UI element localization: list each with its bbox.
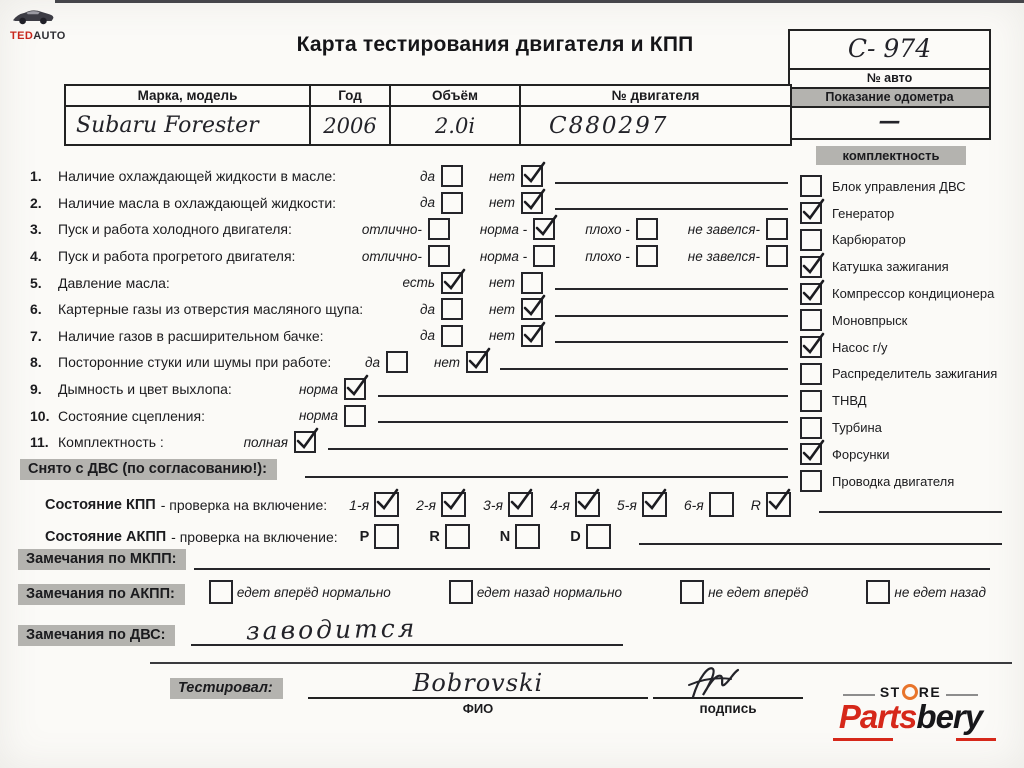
comment-line bbox=[639, 529, 1002, 545]
item-number: 8. bbox=[30, 354, 42, 371]
item-number: 7. bbox=[30, 327, 42, 344]
checkbox-empty bbox=[441, 165, 463, 187]
tedauto-wordmark: TEDAUTO bbox=[10, 30, 66, 42]
checkbox-option bbox=[489, 165, 543, 187]
completeness-item bbox=[800, 200, 1022, 227]
checkbox-checked bbox=[642, 492, 667, 517]
car-number-value: С- 974 bbox=[790, 31, 989, 70]
gear-label: 1-я bbox=[349, 496, 370, 513]
item-label: Картерные газы из отверстия масляного щупа: bbox=[58, 301, 364, 318]
option-label: не завелся- bbox=[687, 221, 760, 237]
checkbox-empty bbox=[428, 245, 450, 267]
odometer-value: — bbox=[878, 108, 901, 134]
checkbox-empty bbox=[800, 175, 822, 197]
item-options bbox=[299, 378, 366, 400]
completeness-label: Компрессор кондиционера bbox=[832, 286, 995, 302]
checkbox-option bbox=[420, 165, 463, 187]
checkbox-checked bbox=[521, 325, 543, 347]
gear-option bbox=[684, 492, 734, 517]
option-label: норма - bbox=[479, 248, 528, 264]
completeness-label: Блок управления ДВС bbox=[832, 178, 966, 194]
completeness-item bbox=[800, 280, 1022, 307]
item-number: 10. bbox=[30, 407, 50, 424]
kpp-gear-options bbox=[349, 492, 791, 517]
checkbox-empty bbox=[709, 492, 734, 517]
dvs-comment-line bbox=[191, 610, 623, 646]
gear-option bbox=[617, 492, 667, 517]
completeness-item bbox=[800, 307, 1022, 334]
checklist-row bbox=[30, 163, 788, 190]
akpp-note-option bbox=[680, 580, 808, 604]
option-label: отлично- bbox=[361, 221, 422, 237]
checkbox-option bbox=[420, 192, 463, 214]
gear-option bbox=[500, 524, 540, 549]
akpp-note-options bbox=[209, 579, 990, 605]
checkbox-option bbox=[489, 192, 543, 214]
item-label: Пуск и работа холодного двигателя: bbox=[58, 221, 292, 238]
note-option-label: не едет вперёд bbox=[708, 584, 809, 600]
akpp-check-row bbox=[45, 524, 1010, 549]
checkbox-checked bbox=[800, 336, 822, 358]
checkbox-empty bbox=[800, 470, 822, 492]
signature-caption: подпись bbox=[699, 701, 757, 716]
checkbox-empty bbox=[800, 229, 822, 251]
checkbox-option bbox=[688, 245, 788, 267]
option-label: нет bbox=[433, 354, 460, 370]
dvs-notes-row bbox=[18, 610, 990, 646]
checkbox-empty bbox=[449, 580, 473, 604]
checkbox-checked bbox=[521, 298, 543, 320]
checkbox-checked bbox=[575, 492, 600, 517]
akpp-label-rest: - проверка на включение: bbox=[171, 528, 338, 545]
gear-option bbox=[483, 492, 533, 517]
gear-label: R bbox=[750, 496, 761, 513]
scan-artifact-line bbox=[55, 0, 1024, 3]
completeness-label: Моновпрыск bbox=[832, 312, 908, 328]
item-options bbox=[362, 245, 788, 267]
option-label: отлично- bbox=[361, 248, 422, 264]
checkbox-checked bbox=[508, 492, 533, 517]
option-label: норма - bbox=[479, 221, 528, 237]
comment-line bbox=[305, 462, 788, 478]
tedauto-logo bbox=[10, 6, 90, 42]
car-number-label: № авто bbox=[790, 70, 989, 89]
comment-line bbox=[194, 552, 990, 570]
item-label: Наличие газов в расширительном бачке: bbox=[58, 327, 324, 344]
option-label: нет bbox=[488, 195, 515, 211]
checkbox-empty bbox=[386, 351, 408, 373]
option-label: да bbox=[364, 354, 380, 370]
odometer-label: Показание одометра bbox=[790, 89, 989, 108]
completeness-item bbox=[800, 227, 1022, 254]
checkbox-empty bbox=[533, 245, 555, 267]
completeness-item bbox=[800, 253, 1022, 280]
checkbox-checked bbox=[800, 283, 822, 305]
item-number: 5. bbox=[30, 274, 42, 291]
item-label: Наличие охлаждающей жидкости в масле: bbox=[58, 168, 337, 185]
checkbox-checked bbox=[521, 165, 543, 187]
item-options bbox=[244, 431, 316, 453]
checkbox-empty bbox=[521, 272, 543, 294]
gear-option bbox=[416, 492, 466, 517]
completeness-list bbox=[800, 173, 1022, 495]
option-label: нет bbox=[488, 275, 515, 291]
checkbox-empty bbox=[344, 405, 366, 427]
comment-line bbox=[555, 195, 788, 210]
checkbox-checked bbox=[533, 218, 555, 240]
gear-label: 2-я bbox=[416, 496, 437, 513]
checkbox-option bbox=[244, 431, 316, 453]
comment-line bbox=[500, 355, 788, 370]
checkbox-option bbox=[480, 218, 555, 240]
item-number: 4. bbox=[30, 248, 42, 265]
option-label: плохо - bbox=[585, 248, 630, 264]
vehicle-table-values bbox=[66, 107, 790, 144]
checklist-row bbox=[30, 216, 788, 243]
completeness-label: Проводка двигателя bbox=[832, 473, 955, 489]
gear-option bbox=[360, 524, 400, 549]
comment-line bbox=[378, 408, 788, 423]
option-label: полная bbox=[243, 434, 288, 450]
dvs-notes-label: Замечания по ДВС: bbox=[18, 625, 175, 646]
header-make-model: Марка, модель bbox=[66, 86, 311, 105]
checklist-row bbox=[30, 323, 788, 350]
akpp-notes-label: Замечания по АКПП: bbox=[18, 584, 185, 605]
completeness-item bbox=[800, 361, 1022, 388]
tester-name-handwritten: Bobrovski bbox=[412, 669, 544, 697]
checkbox-empty bbox=[441, 192, 463, 214]
checkbox-option bbox=[489, 298, 543, 320]
item-options bbox=[403, 272, 543, 294]
option-label: есть bbox=[402, 275, 435, 291]
comment-line bbox=[819, 497, 1002, 513]
value-year: 2006 bbox=[311, 107, 391, 144]
item-options bbox=[420, 192, 543, 214]
gear-label: 5-я bbox=[616, 496, 637, 513]
akpp-note-option bbox=[209, 580, 391, 604]
gear-option bbox=[429, 524, 469, 549]
option-label: да bbox=[419, 195, 435, 211]
note-option-label: едет вперёд нормально bbox=[236, 584, 391, 600]
completeness-label: Распределитель зажигания bbox=[832, 366, 998, 382]
checkbox-empty bbox=[428, 218, 450, 240]
checkbox-option bbox=[688, 218, 788, 240]
checkbox-empty bbox=[445, 524, 470, 549]
checkbox-empty bbox=[209, 580, 233, 604]
header-volume: Объём bbox=[391, 86, 521, 105]
checkbox-checked bbox=[441, 272, 463, 294]
kpp-label: Состояние КПП bbox=[45, 496, 156, 513]
checkbox-checked bbox=[374, 492, 399, 517]
mkpp-notes-row bbox=[18, 549, 990, 570]
gear-option bbox=[570, 524, 610, 549]
gear-label: N bbox=[499, 528, 511, 545]
logo-dash-right bbox=[946, 694, 978, 696]
gear-option bbox=[550, 492, 600, 517]
checkbox-empty bbox=[374, 524, 399, 549]
checkbox-option bbox=[434, 351, 488, 373]
checkbox-option bbox=[420, 298, 463, 320]
checkbox-option bbox=[489, 325, 543, 347]
option-label: норма bbox=[298, 381, 338, 397]
tested-by-label: Тестировал: bbox=[170, 678, 283, 699]
akpp-label: Состояние АКПП bbox=[45, 528, 167, 545]
checkbox-option bbox=[585, 218, 658, 240]
value-volume: 2.0i bbox=[391, 107, 521, 144]
checklist-row bbox=[30, 402, 788, 429]
gear-label: 3-я bbox=[483, 496, 503, 513]
comment-line bbox=[555, 302, 788, 317]
checkbox-checked bbox=[521, 192, 543, 214]
car-silhouette-icon bbox=[10, 14, 56, 31]
comment-line bbox=[555, 275, 788, 290]
engine-checklist bbox=[30, 163, 788, 456]
completeness-label: Насос г/у bbox=[832, 339, 888, 355]
kpp-check-row bbox=[45, 492, 1010, 517]
checkbox-option bbox=[362, 245, 450, 267]
option-label: не завелся- bbox=[687, 248, 760, 264]
checkbox-checked bbox=[466, 351, 488, 373]
gear-option bbox=[349, 492, 399, 517]
checkbox-empty bbox=[441, 325, 463, 347]
item-label: Дымность и цвет выхлопа: bbox=[58, 381, 232, 398]
checkbox-option bbox=[489, 272, 543, 294]
logo-dash-left bbox=[843, 694, 875, 696]
completeness-label: Карбюратор bbox=[832, 232, 906, 248]
kpp-label-rest: - проверка на включение: bbox=[160, 496, 328, 513]
completeness-label: Форсунки bbox=[832, 446, 890, 462]
checkbox-empty bbox=[800, 309, 822, 331]
gear-label: 4-я bbox=[549, 496, 570, 513]
fio-caption: ФИО bbox=[462, 701, 494, 716]
checkbox-option bbox=[299, 378, 366, 400]
gear-label: P bbox=[359, 528, 370, 545]
completeness-label: Турбина bbox=[832, 420, 882, 436]
dvs-handwritten-note: заводится bbox=[246, 613, 419, 646]
item-label: Давление масла: bbox=[58, 274, 170, 291]
vehicle-table-header bbox=[66, 86, 790, 107]
item-label: Состояние сцепления: bbox=[58, 407, 205, 424]
gear-option bbox=[751, 492, 791, 517]
item-label: Посторонние стуки или шумы при работе: bbox=[58, 354, 332, 371]
logo-red-underline-right bbox=[956, 738, 996, 741]
checkbox-option bbox=[365, 351, 408, 373]
checkbox-option bbox=[480, 245, 555, 267]
partsbery-wordmark: Partsbery bbox=[838, 698, 983, 735]
option-label: да bbox=[419, 328, 435, 344]
completeness-label: Катушка зажигания bbox=[832, 259, 949, 275]
option-label: нет bbox=[488, 168, 515, 184]
gear-label: R bbox=[429, 528, 440, 545]
item-number: 11. bbox=[30, 434, 49, 451]
item-options bbox=[362, 218, 788, 240]
checkbox-checked bbox=[344, 378, 366, 400]
checkbox-empty bbox=[680, 580, 704, 604]
checkbox-option bbox=[585, 245, 658, 267]
checklist-row bbox=[30, 243, 788, 270]
checkbox-empty bbox=[766, 245, 788, 267]
tester-name-line bbox=[308, 664, 648, 699]
completeness-header: комплектность bbox=[816, 146, 966, 165]
partsbery-logo bbox=[823, 684, 998, 734]
checklist-row bbox=[30, 269, 788, 296]
option-label: нет bbox=[488, 328, 515, 344]
option-label: норма bbox=[298, 408, 338, 424]
item-options bbox=[299, 405, 366, 427]
checklist-row bbox=[30, 349, 788, 376]
checkbox-option bbox=[420, 325, 463, 347]
akpp-notes-row bbox=[18, 579, 990, 605]
item-number: 9. bbox=[30, 381, 42, 398]
checkbox-option bbox=[299, 405, 366, 427]
item-options bbox=[420, 298, 543, 320]
checkbox-empty bbox=[586, 524, 611, 549]
checkbox-checked bbox=[800, 256, 822, 278]
vehicle-table bbox=[64, 84, 792, 146]
completeness-item bbox=[800, 441, 1022, 468]
checkbox-option bbox=[403, 272, 463, 294]
comment-line bbox=[555, 328, 788, 343]
checklist-row bbox=[30, 190, 788, 217]
checkbox-empty bbox=[866, 580, 890, 604]
option-label: да bbox=[419, 301, 435, 317]
checkbox-empty bbox=[800, 417, 822, 439]
item-options bbox=[420, 325, 543, 347]
gear-label: D bbox=[570, 528, 581, 545]
akpp-note-option bbox=[866, 580, 986, 604]
checkbox-empty bbox=[441, 298, 463, 320]
note-option-label: едет назад нормально bbox=[476, 584, 623, 600]
comment-line bbox=[328, 435, 788, 450]
item-options bbox=[365, 351, 488, 373]
item-label: Комплектность : bbox=[58, 434, 164, 451]
checkbox-checked bbox=[441, 492, 466, 517]
option-label: да bbox=[419, 168, 435, 184]
page-title: Карта тестирования двигателя и КПП bbox=[296, 33, 694, 56]
akpp-gear-options bbox=[360, 524, 611, 549]
logo-red-underline-left bbox=[833, 738, 893, 741]
item-number: 6. bbox=[30, 301, 42, 318]
header-engine-no: № двигателя bbox=[611, 88, 700, 103]
checkbox-empty bbox=[515, 524, 540, 549]
checkbox-empty bbox=[800, 390, 822, 412]
checkbox-checked bbox=[800, 202, 822, 224]
item-label: Наличие масла в охлаждающей жидкости: bbox=[58, 194, 337, 211]
signature-line bbox=[653, 664, 803, 699]
item-number: 1. bbox=[30, 168, 42, 185]
removed-label: Снято с ДВС (по согласованию!): bbox=[20, 459, 277, 480]
checkbox-empty bbox=[800, 363, 822, 385]
note-option-label: не едет назад bbox=[894, 584, 986, 600]
checklist-row bbox=[30, 429, 788, 456]
completeness-item bbox=[800, 173, 1022, 200]
comment-line bbox=[378, 382, 788, 397]
option-label: нет bbox=[488, 301, 515, 317]
header-year: Год bbox=[311, 86, 391, 105]
comment-line bbox=[555, 169, 788, 184]
store-wordmark: ST RE bbox=[823, 684, 998, 700]
completeness-item bbox=[800, 468, 1022, 495]
value-make-model: Subaru Forester bbox=[66, 107, 311, 144]
removed-from-engine-row bbox=[20, 459, 788, 480]
item-number: 2. bbox=[30, 194, 42, 211]
item-number: 3. bbox=[30, 221, 42, 238]
checkbox-checked bbox=[294, 431, 316, 453]
checkbox-checked bbox=[766, 492, 791, 517]
item-options bbox=[420, 165, 543, 187]
akpp-note-option bbox=[449, 580, 622, 604]
checkbox-empty bbox=[636, 218, 658, 240]
completeness-item bbox=[800, 387, 1022, 414]
checklist-row bbox=[30, 296, 788, 323]
item-label: Пуск и работа прогретого двигателя: bbox=[58, 248, 296, 265]
value-engine-no: C880297 bbox=[549, 112, 669, 139]
checkbox-empty bbox=[766, 218, 788, 240]
option-label: плохо - bbox=[585, 221, 630, 237]
mkpp-notes-label: Замечания по МКПП: bbox=[18, 549, 186, 570]
completeness-item bbox=[800, 414, 1022, 441]
completeness-label: Генератор bbox=[832, 205, 895, 221]
completeness-section bbox=[800, 146, 1022, 495]
completeness-item bbox=[800, 334, 1022, 361]
gear-label: 6-я bbox=[683, 496, 704, 513]
car-number-box bbox=[788, 29, 991, 140]
completeness-label: ТНВД bbox=[832, 393, 867, 409]
checkbox-checked bbox=[800, 443, 822, 465]
checkbox-option bbox=[362, 218, 450, 240]
checklist-row bbox=[30, 376, 788, 403]
checkbox-empty bbox=[636, 245, 658, 267]
